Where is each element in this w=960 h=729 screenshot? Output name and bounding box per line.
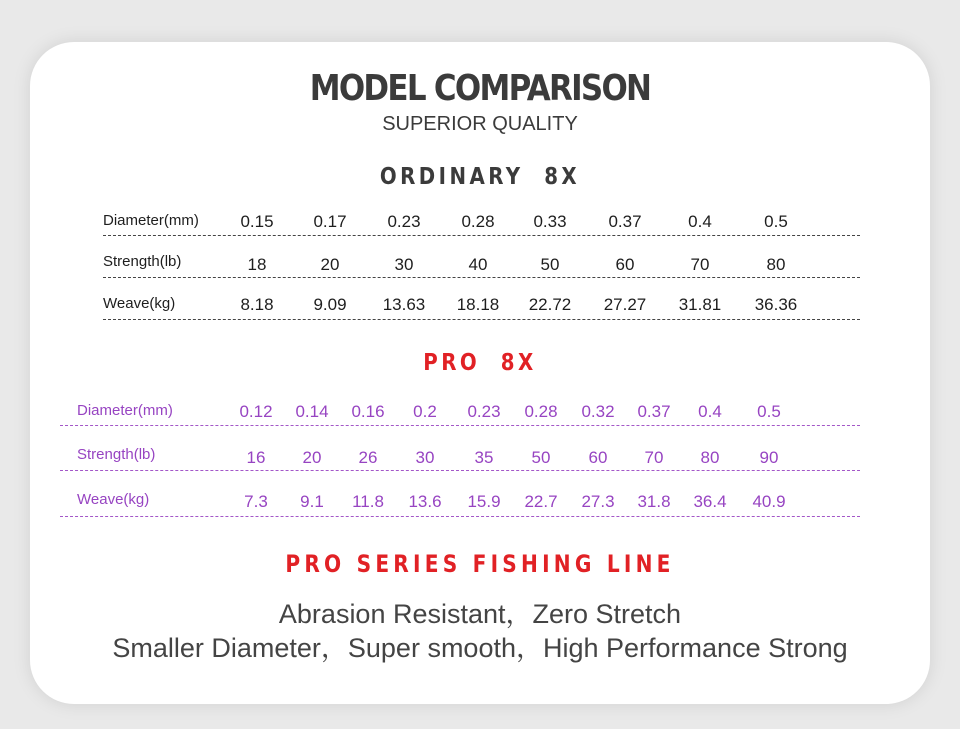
table-cell: 0.33 [533,212,567,231]
table-cell: 35 [474,448,494,467]
table-cell: 80 [700,448,720,467]
table-cell: 0.4 [698,402,722,421]
table-cell: 50 [540,255,560,274]
table-cell: 27.27 [603,295,647,314]
table-cell: 22.72 [528,295,572,314]
table-cell: 0.37 [637,402,671,421]
table-cell: 60 [588,448,608,467]
table-cell: 31.81 [678,295,722,314]
row-label: Weave(kg) [77,491,150,508]
row-label: Strength(lb) [77,446,156,463]
table-cell: 8.18 [240,295,274,314]
table-cell: 0.2 [413,402,437,421]
table-cell: 0.28 [461,212,495,231]
table-cell: 36.36 [754,295,798,314]
pro-row-weave [60,487,860,517]
table-cell: 18.18 [456,295,500,314]
footer-heading: PRO SERIES FISHING LINE [285,550,675,578]
table-cell: 30 [415,448,435,467]
dashed-divider [60,516,860,517]
ordinary-row-strength [103,248,860,278]
row-label: Diameter(mm) [77,402,173,419]
dashed-divider [60,470,860,471]
table-cell: 70 [644,448,664,467]
row-label: Strength(lb) [103,253,182,270]
table-cell: 0.28 [524,402,558,421]
table-cell: 15.9 [467,492,501,511]
table-cell: 20 [302,448,322,467]
row-label: Diameter(mm) [103,212,199,229]
table-cell: 16 [246,448,266,467]
page-subtitle: SUPERIOR QUALITY [382,113,578,135]
table-cell: 36.4 [693,492,727,511]
page-title: MODEL COMPARISON [309,68,651,109]
dashed-divider [103,319,860,320]
table-cell: 60 [615,255,635,274]
dashed-divider [103,277,860,278]
pro-row-diameter [60,396,860,426]
row-label: Weave(kg) [103,295,176,312]
feature-line-1: Abrasion Resistant，Zero Stretch [278,599,682,629]
table-cell: 0.14 [295,402,329,421]
table-cell: 7.3 [244,492,268,511]
table-cell: 20 [320,255,340,274]
pro-heading: PRO 8X [423,350,537,376]
ordinary-heading: ORDINARY 8X [379,164,581,190]
feature-line-2: Smaller Diameter，Super smooth，High Performance Strong [112,633,848,663]
ordinary-row-diameter [103,206,860,236]
table-cell: 0.23 [387,212,421,231]
table-cell: 40.9 [752,492,786,511]
table-cell: 80 [766,255,786,274]
table-cell: 0.15 [240,212,274,231]
table-cell: 70 [690,255,710,274]
table-cell: 0.5 [757,402,781,421]
table-cell: 40 [468,255,488,274]
ordinary-row-weave [103,290,860,320]
table-cell: 0.37 [608,212,642,231]
table-cell: 30 [394,255,414,274]
table-cell: 9.1 [300,492,324,511]
dashed-divider [103,235,860,236]
pro-row-strength [60,441,860,471]
table-cell: 0.4 [688,212,712,231]
table-cell: 90 [759,448,779,467]
table-cell: 0.12 [239,402,273,421]
dashed-divider [60,425,860,426]
table-cell: 27.3 [581,492,615,511]
table-cell: 50 [531,448,551,467]
table-cell: 0.23 [467,402,501,421]
table-cell: 11.8 [352,492,384,511]
table-cell: 13.63 [382,295,426,314]
table-cell: 9.09 [313,295,347,314]
table-cell: 22.7 [524,492,558,511]
table-cell: 0.32 [581,402,615,421]
table-cell: 0.17 [313,212,347,231]
table-cell: 31.8 [637,492,671,511]
table-cell: 26 [358,448,378,467]
table-cell: 13.6 [408,492,442,511]
table-cell: 18 [247,255,267,274]
table-cell: 0.16 [351,402,385,421]
table-cell: 0.5 [764,212,788,231]
